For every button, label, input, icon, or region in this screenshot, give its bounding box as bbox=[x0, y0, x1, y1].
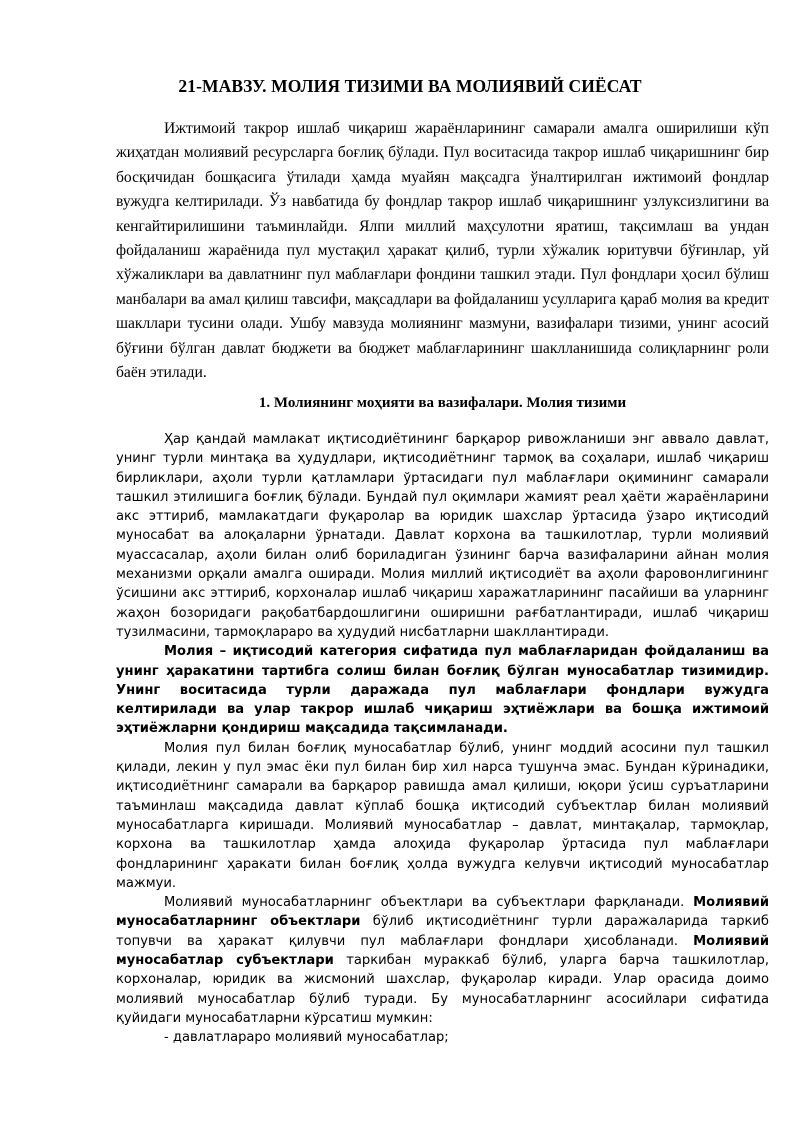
body-text bbox=[116, 430, 769, 1048]
bold-term-objects: Молиявий муносабатларнинг объектлари bbox=[116, 895, 769, 930]
section-heading: 1. Молиянинг моҳияти ва вазифалари. Молия тизими bbox=[258, 395, 627, 411]
bold-term-subjects: Молиявий муносабатлар субъектлари bbox=[116, 933, 769, 969]
paragraph-stability: Ҳар қандай мамлакат иқтисодиётининг барқарор ривожланиши энг аввало давлат, унинг турли минтақа ва ҳудудлари, иқтисодиётнинг тармоқ ва соҳалари, ишлаб чиқариш бирликлари, аҳоли турли қатламлари ўртасидаги пул маблағлари оқимининг самарали ташкил этилишига боғлиқ бўлади. Бундай пул оқимлари жамият реал ҳаёти жараёнларини акс эттириб, мамлакатдаги фуқаролар ва юридик шахслар ўртасида ўзаро иқтисодий муносабат ва алоқаларни ўрнатади. Давлат корхона ва ташкилотлар, турли молиявий муассасалар, аҳоли билан олиб бориладиган ўзининг барча вазифаларини айнан молия механизми орқали амалга оширади. Молия миллий иқтисодиёт ва аҳоли фаровонлигининг ўсишини акс эттириб, корхоналар ишлаб чиқариш харажатларининг пасайиши ва уларнинг жаҳон бозоридаги рақобатбардошлигини оширишни рағбатлантиради, ишлаб чиқариш тузилмасини, тармоқлараро ва ҳудудий нисбатларни шакллантиради. bbox=[116, 432, 769, 640]
intro-paragraph: Ижтимоий такрор ишлаб чиқариш жараёнларининг самарали амалга оширилиши кўп жиҳатдан молиявий ресурсларга боғлиқ бўлади. Пул воситасида такрор ишлаб чиқаришнинг бир босқичидан бошқасига ўтилади ҳамда муайян мақсадга ўналтирилган ижтимоий фондлар вужудга келтирилади. Ўз навбатида бу фондлар такрор ишлаб чиқаришнинг узлуксизлигини ва кенгайтирилишини таъминлайди. Ялпи миллий маҳсулотни яратиш, тақсимлаш ва ундан фойдаланиш жараёнида пул мустақил ҳаракат қилиб, турли хўжалик юритувчи бўғинлар, уй хўжаликлари ва давлатнинг пул маблағлари фондини ташкил этади. Пул фондлари ҳосил бўлиш манбалари ва амал қилиш тавсифи, мақсадлари ва фойдаланиш усулларига қараб молия ва кредит шакллари тусини олади. Ушбу мавзуда молиянинг мазмуни, вазифалари тизими, унинг асосий бўғини бўлган давлат бюджети ва бюджет маблағларининг шаклланишида солиқларнинг роли баён этилади. bbox=[116, 120, 769, 382]
definition-paragraph: Молия – иқтисодий категория сифатида пул маблағларидан фойдаланиш ва унинг ҳаракатини тартибга солиш билан боғлиқ бўлган муносабатлар тизимидир. Унинг воситасида турли даражада пул маблағлари фондлари вужудга келтирилади ва улар такрор ишлаб чиқариш эҳтиёжлари ва бошқа ижтимоий эҳтиёжларни қондириш мақсадида тақсимланади. bbox=[116, 644, 769, 737]
paragraph-text: Молиявий муносабатларнинг объектлари ва субъектлари фарқланади. bbox=[164, 895, 694, 911]
paragraph-objects-subjects bbox=[116, 893, 769, 1028]
paragraph-text: таркибан мураккаб бўлиб, уларга барча ташкилотлар, корхоналар, юридик ва жисмоний шахслар, фуқаролар киради. Улар орасида доимо молиявий муносабатлар бўлиб туради. Бу муносабатларнинг асосийлари сифатида қуйидаги муносабатларни кўрсатиш мумкин: bbox=[116, 953, 769, 1026]
paragraph-text: бўлиб иқтисодиётнинг турли даражаларида таркиб топувчи ва ҳаракат қилувчи пул маблағлари фондлари ҳисобланади. bbox=[116, 914, 769, 949]
list-item: - давлатлараро молиявий муносабатлар; bbox=[164, 1030, 449, 1046]
document-title: 21-МАВЗУ. МОЛИЯ ТИЗИМИ ВА МОЛИЯВИЙ СИЁСАТ bbox=[178, 76, 642, 96]
paragraph-money-relations: Молия пул билан боғлиқ муносабатлар бўлиб, унинг моддий асосини пул ташкил қилади, лекин у пул эмас ёки пул билан бир хил нарса тушунча эмас. Бундан кўринадики, иқтисодиётнинг самарали ва барқарор равишда амал қилиши, юқори ўсиш суръатларини таъминлаш мақсадида давлат кўплаб бошқа иқтисодий субъектлар билан молиявий муносабатларга киришади. Молиявий муносабатлар – давлат, минтақалар, тармоқлар, корхона ва ташкилотлар ҳамда алоҳида фуқаролар ўртасида пул маблағлари фондларининг ҳаракати билан боғлиқ ҳолда вужудга келувчи иқтисодий муносабатлар мажмуи. bbox=[116, 740, 769, 891]
